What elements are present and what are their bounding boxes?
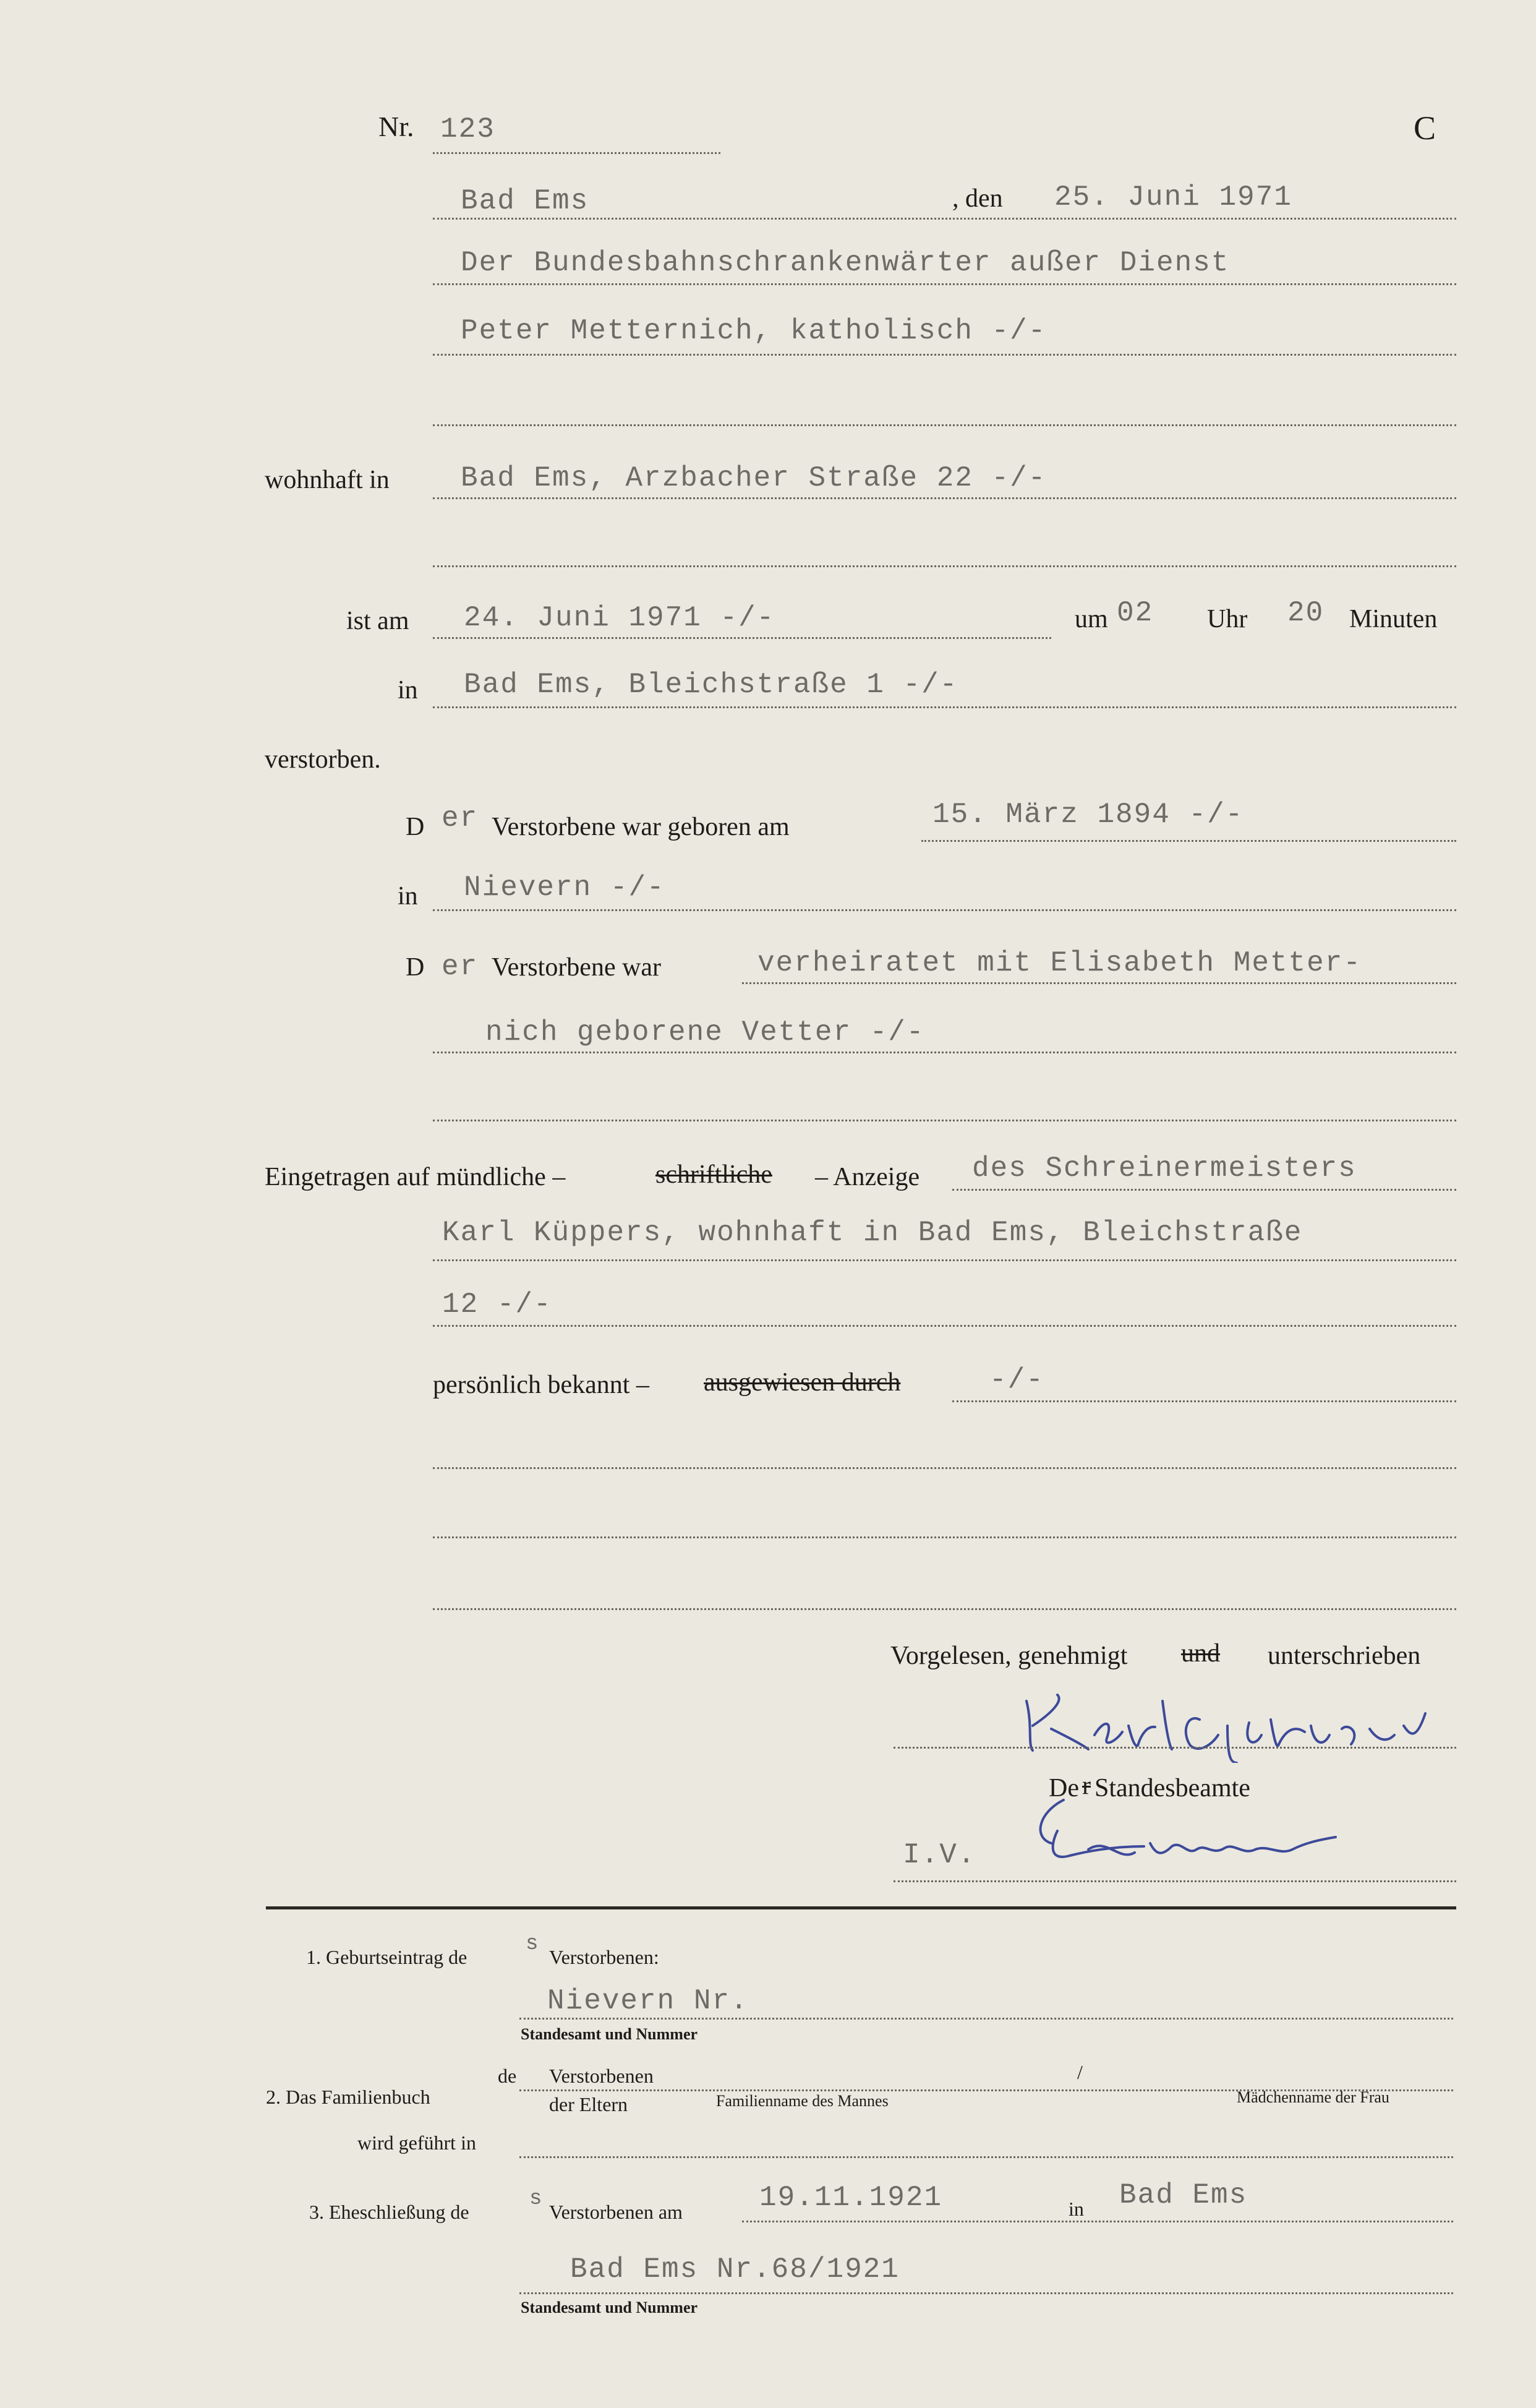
- place-value: Bad Ems: [461, 185, 589, 217]
- registration-label-a: Eingetragen auf mündliche –: [265, 1163, 566, 1191]
- declarant-line-3-rule: [433, 424, 1456, 426]
- birth-date-rule: [921, 840, 1456, 842]
- birth-date: 15. März 1894 -/-: [932, 799, 1244, 831]
- note1-rule: [519, 2018, 1453, 2020]
- note2-caption-husband: Familienname des Mannes: [716, 2092, 889, 2110]
- note2-label2: wird geführt in: [357, 2132, 476, 2154]
- registration-line-1-rule: [952, 1189, 1456, 1191]
- blank-rule-3: [433, 1608, 1456, 1610]
- nr-value: 123: [440, 113, 495, 145]
- note3-label2: Verstorbenen am: [549, 2201, 683, 2223]
- declarant-line-2-rule: [433, 354, 1456, 356]
- known-value: -/-: [989, 1364, 1044, 1396]
- um-label: um: [1075, 605, 1108, 633]
- registration-struck: schriftliche: [655, 1160, 772, 1189]
- note3-label: 3. Eheschließung de: [309, 2201, 469, 2223]
- registration-label-b: – Anzeige: [815, 1163, 920, 1191]
- note3-fill: s: [529, 2187, 544, 2211]
- death-place-rule: [433, 706, 1456, 708]
- place-line: [433, 218, 1456, 220]
- death-date-rule: [433, 637, 1051, 639]
- note2-label: 2. Das Familienbuch: [266, 2086, 430, 2108]
- note1-label: 1. Geburtseintrag de: [306, 1946, 467, 1968]
- note2-opt2: der Eltern: [549, 2093, 628, 2115]
- read-label-b: unterschrieben: [1268, 1642, 1421, 1670]
- note3-rule: [742, 2221, 1453, 2222]
- section-divider: [266, 1906, 1456, 1909]
- verstorben-label: verstorben.: [265, 745, 381, 774]
- declarant-line-1-rule: [433, 283, 1456, 285]
- note2-de: de: [498, 2065, 517, 2087]
- note3-caption: Standesamt und Nummer: [521, 2299, 698, 2316]
- uhr-label: Uhr: [1207, 605, 1248, 633]
- note3-place: Bad Ems: [1119, 2179, 1248, 2211]
- birth-prefix: D: [406, 813, 425, 841]
- birth-place-rule: [433, 909, 1456, 911]
- ist-am-label: ist am: [346, 607, 409, 635]
- note1-label2: Verstorbenen:: [549, 1946, 659, 1968]
- declarant-signature-rule: [894, 1747, 1456, 1749]
- known-struck: ausgewiesen durch: [704, 1368, 901, 1397]
- blank-rule-2: [433, 1536, 1456, 1538]
- residence-value: Bad Ems, Arzbacher Straße 22 -/-: [461, 462, 1047, 494]
- note1-caption: Standesamt und Nummer: [521, 2025, 698, 2043]
- registrar-label-b: Standesbeamte: [1094, 1774, 1250, 1802]
- marital-prefix: D: [406, 953, 425, 982]
- residence-rule: [433, 497, 1456, 499]
- note3-date: 19.11.1921: [759, 2182, 943, 2214]
- declarant-line-1: Der Bundesbahnschrankenwärter außer Dienst: [461, 247, 1230, 279]
- registration-line-3-rule: [433, 1325, 1456, 1327]
- death-place: Bad Ems, Bleichstraße 1 -/-: [464, 669, 958, 701]
- minuten-label: Minuten: [1349, 605, 1438, 633]
- note1-fill: s: [526, 1932, 540, 1956]
- registration-line-1: des Schreinermeisters: [972, 1152, 1357, 1185]
- note2-slash: /: [1077, 2061, 1083, 2083]
- birth-in-label: in: [398, 882, 418, 910]
- note3-in: in: [1069, 2198, 1084, 2220]
- note1-value: Nievern Nr.: [547, 1985, 749, 2017]
- death-minutes: 20: [1287, 597, 1325, 629]
- registration-line-2-rule: [433, 1259, 1456, 1261]
- marital-line-1: verheiratet mit Elisabeth Metter-: [757, 947, 1362, 979]
- death-hour: 02: [1117, 597, 1154, 629]
- marital-label: Verstorbene war: [492, 953, 662, 982]
- residence-label: wohnhaft in: [265, 466, 390, 494]
- note2-rule-2: [519, 2156, 1453, 2158]
- registration-line-2: Karl Küppers, wohnhaft in Bad Ems, Bleichstraße: [442, 1217, 1303, 1249]
- marital-line-2-rule: [433, 1052, 1456, 1053]
- death-in-label: in: [398, 676, 418, 705]
- marital-prefix-fill: er: [442, 951, 479, 983]
- declarant-line-2: Peter Metternich, katholisch -/-: [461, 315, 1047, 347]
- note2-opt1: Verstorbenen: [549, 2065, 654, 2087]
- residence-rule-2: [433, 565, 1456, 567]
- registration-line-3: 12 -/-: [442, 1288, 552, 1321]
- known-rule: [952, 1400, 1456, 1402]
- death-date: 24. Juni 1971 -/-: [464, 602, 775, 634]
- blank-rule-1: [433, 1467, 1456, 1469]
- registrar-signature: [1026, 1788, 1373, 1880]
- declarant-signature: [1014, 1676, 1435, 1763]
- date-value: 25. Juni 1971: [1054, 181, 1292, 213]
- corner-letter: C: [1414, 109, 1436, 147]
- read-struck: und: [1181, 1639, 1220, 1668]
- birth-place: Nievern -/-: [464, 872, 665, 904]
- note3-value: Bad Ems Nr.68/1921: [570, 2253, 900, 2286]
- den-label: , den: [952, 184, 1003, 213]
- registrar-signature-rule: [894, 1880, 1456, 1882]
- read-label-a: Vorgelesen, genehmigt: [890, 1642, 1128, 1670]
- nr-line: [433, 152, 720, 154]
- known-label: persönlich bekannt –: [433, 1371, 649, 1399]
- note2-caption-wife: Mädchenname der Frau: [1237, 2088, 1389, 2106]
- marital-line-3-rule: [433, 1120, 1456, 1121]
- marital-line-2: nich geborene Vetter -/-: [485, 1016, 925, 1048]
- birth-prefix-fill: er: [442, 802, 479, 834]
- registrar-label-a: De: [1049, 1774, 1079, 1802]
- nr-label: Nr.: [378, 111, 414, 142]
- note3-rule-2: [519, 2292, 1453, 2294]
- birth-label: Verstorbene war geboren am: [492, 813, 790, 841]
- marital-line-1-rule: [742, 982, 1456, 984]
- iv-label: I.V.: [903, 1839, 976, 1871]
- registrar-struck: r: [1082, 1772, 1091, 1800]
